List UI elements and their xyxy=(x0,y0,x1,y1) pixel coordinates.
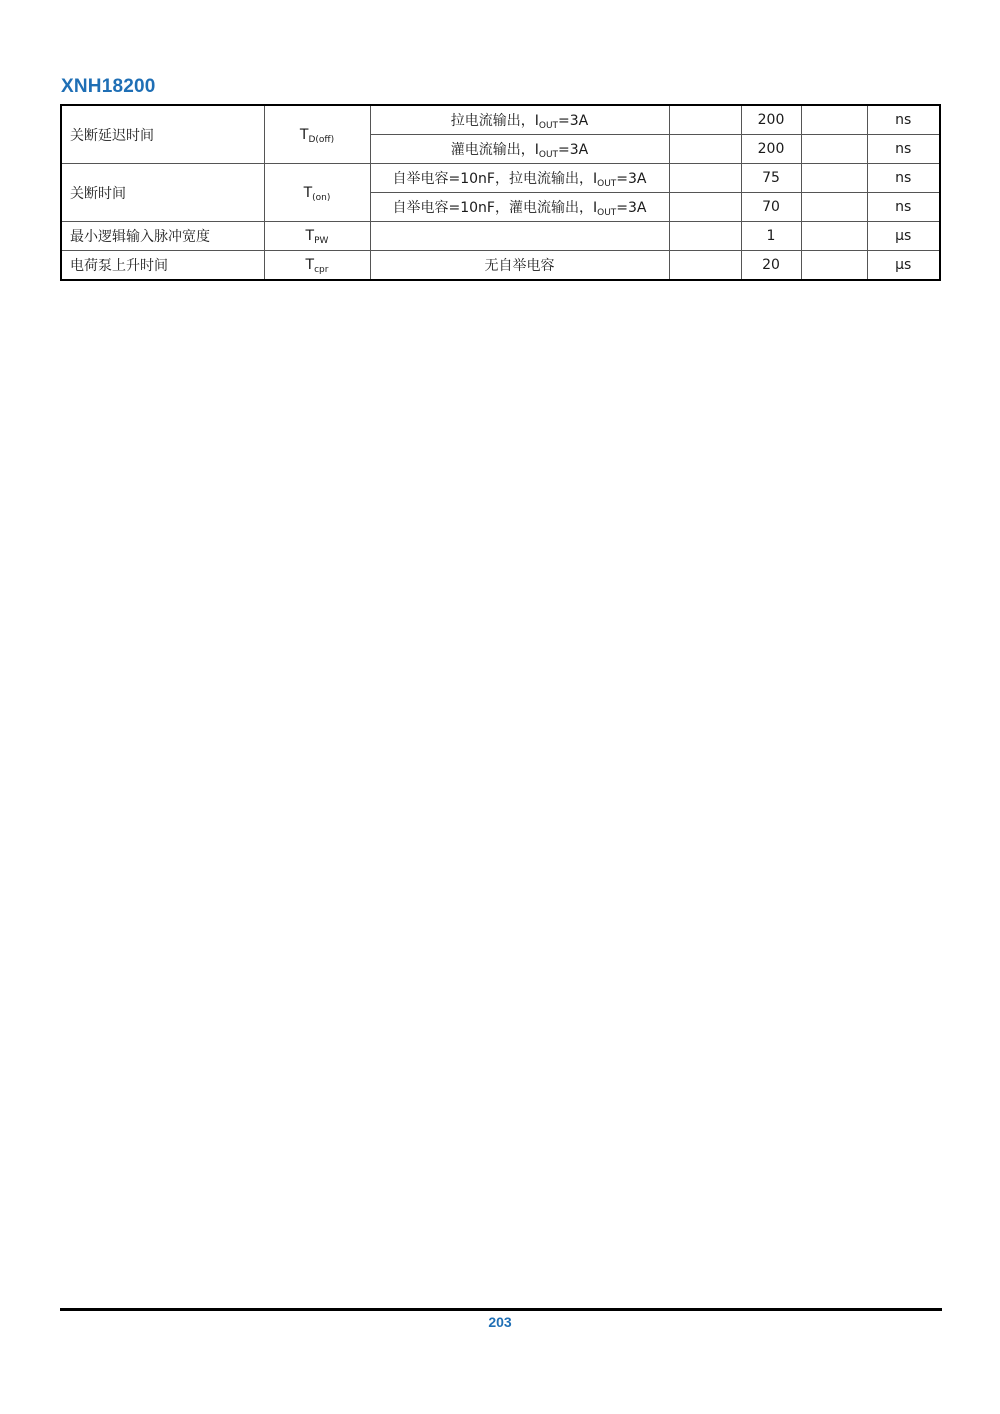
param-name: 最小逻辑输入脉冲宽度 xyxy=(61,222,264,251)
typ-value: 70 xyxy=(741,193,801,222)
max-value xyxy=(801,105,867,135)
param-name: 关断时间 xyxy=(61,164,264,222)
page-number: 203 xyxy=(488,1314,512,1330)
max-value xyxy=(801,251,867,281)
param-name: 关断延迟时间 xyxy=(61,105,264,164)
unit: ns xyxy=(867,164,940,193)
min-value xyxy=(669,222,741,251)
table-row xyxy=(61,251,940,281)
param-name: 电荷泵上升时间 xyxy=(61,251,264,281)
max-value xyxy=(801,193,867,222)
max-value xyxy=(801,164,867,193)
unit: μs xyxy=(867,251,940,281)
document-title: XNH18200 xyxy=(61,76,156,97)
symbol: $T_{PW}$ xyxy=(264,222,370,251)
table-row xyxy=(61,222,940,251)
footer-divider xyxy=(60,1308,942,1311)
min-value xyxy=(669,193,741,222)
unit: ns xyxy=(867,135,940,164)
min-value xyxy=(669,251,741,281)
typ-value: 1 xyxy=(741,222,801,251)
min-value xyxy=(669,164,741,193)
unit: ns xyxy=(867,105,940,135)
condition: 拉电流输出，$I_{OUT}=3A$ xyxy=(370,105,669,135)
typ-value: 200 xyxy=(741,135,801,164)
condition: 自举电容=10nF，拉电流输出，$I_{OUT}=3A$ xyxy=(370,164,669,193)
min-value xyxy=(669,105,741,135)
typ-value: 200 xyxy=(741,105,801,135)
symbol: $T_{(on)}$ xyxy=(264,164,370,222)
spec-table xyxy=(60,104,941,281)
typ-value: 20 xyxy=(741,251,801,281)
typ-value: 75 xyxy=(741,164,801,193)
symbol: $T_{D(off)}$ xyxy=(264,105,370,164)
min-value xyxy=(669,135,741,164)
max-value xyxy=(801,135,867,164)
table-row xyxy=(61,164,940,193)
unit: μs xyxy=(867,222,940,251)
condition: 自举电容=10nF，灌电流输出，$I_{OUT}=3A$ xyxy=(370,193,669,222)
condition: 无自举电容 xyxy=(370,251,669,281)
condition xyxy=(370,222,669,251)
table-row xyxy=(61,105,940,135)
symbol: $T_{cpr}$ xyxy=(264,251,370,281)
unit: ns xyxy=(867,193,940,222)
condition: 灌电流输出，$I_{OUT}=3A$ xyxy=(370,135,669,164)
max-value xyxy=(801,222,867,251)
